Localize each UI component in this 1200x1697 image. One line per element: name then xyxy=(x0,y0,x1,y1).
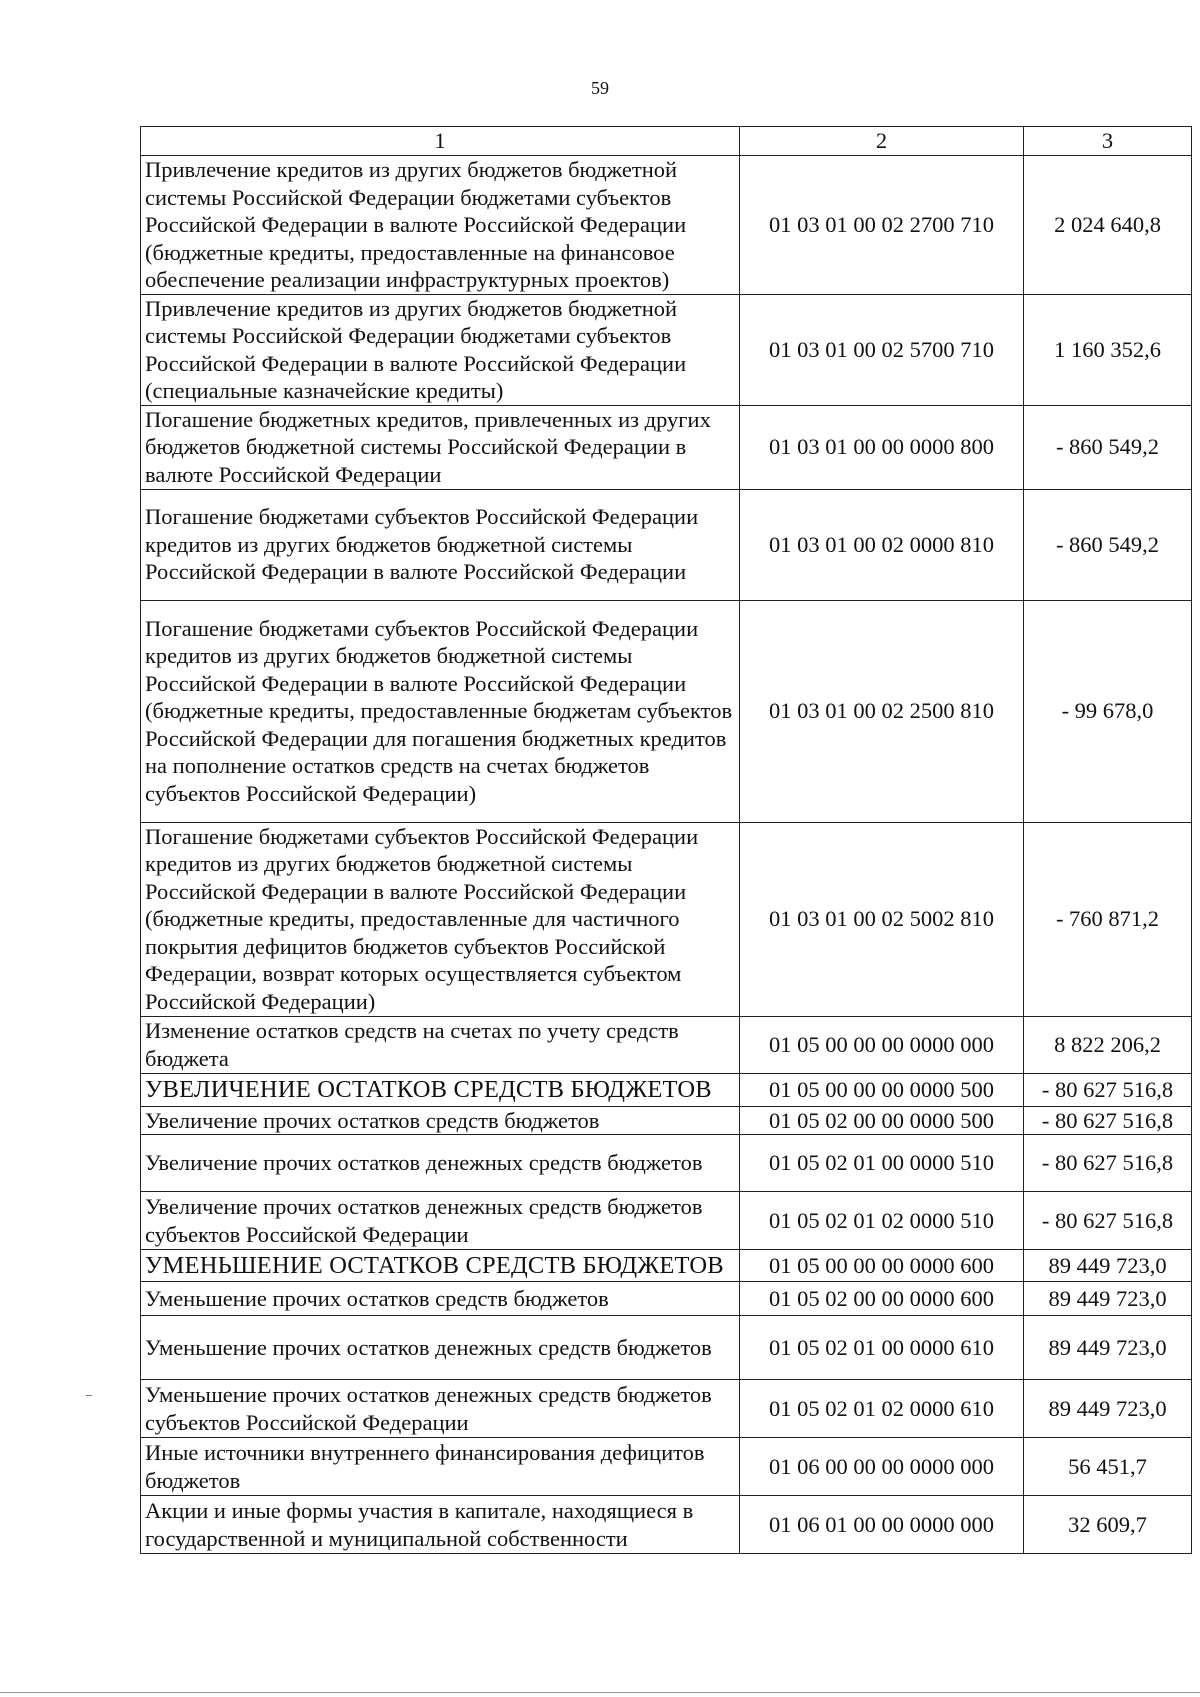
table-row xyxy=(141,156,1192,295)
column-header-1: 1 xyxy=(141,127,740,156)
row-code: 01 05 00 00 00 0000 600 xyxy=(740,1250,1024,1282)
row-code: 01 05 02 00 00 0000 500 xyxy=(740,1106,1024,1135)
table-row xyxy=(141,1135,1192,1192)
row-code: 01 05 02 01 02 0000 610 xyxy=(740,1380,1024,1438)
row-code: 01 06 01 00 00 0000 000 xyxy=(740,1496,1024,1554)
budget-sources-table xyxy=(140,126,1192,1554)
row-code: 01 03 01 00 00 0000 800 xyxy=(740,405,1024,489)
row-amount: 8 822 206,2 xyxy=(1024,1016,1192,1073)
row-name: Изменение остатков средств на счетах по учету средств бюджета xyxy=(141,1016,740,1073)
row-amount: 2 024 640,8 xyxy=(1024,156,1192,295)
table-row xyxy=(141,1380,1192,1438)
table-row xyxy=(141,1106,1192,1135)
table-row xyxy=(141,1016,1192,1073)
row-code: 01 03 01 00 02 2500 810 xyxy=(740,600,1024,822)
row-name: Увеличение прочих остатков средств бюджетов xyxy=(141,1106,740,1135)
row-name: Привлечение кредитов из других бюджетов бюджетной системы Российской Федерации бюджетами субъектов Российской Федерации в валюте Российской Федерации (специальные казначейские кредиты) xyxy=(141,294,740,405)
row-name: Привлечение кредитов из других бюджетов бюджетной системы Российской Федерации бюджетами субъектов Российской Федерации в валюте Российской Федерации (бюджетные кредиты, предоставленные на финансовое обеспечение реализации инфраструктурных проектов) xyxy=(141,156,740,295)
row-code: 01 03 01 00 02 5700 710 xyxy=(740,294,1024,405)
row-name: Уменьшение прочих остатков денежных средств бюджетов xyxy=(141,1316,740,1380)
row-amount: 56 451,7 xyxy=(1024,1438,1192,1496)
row-amount: - 99 678,0 xyxy=(1024,600,1192,822)
row-amount: - 80 627 516,8 xyxy=(1024,1073,1192,1106)
table-row xyxy=(141,1316,1192,1380)
row-amount: - 860 549,2 xyxy=(1024,489,1192,600)
row-amount: 1 160 352,6 xyxy=(1024,294,1192,405)
row-name: Погашение бюджетами субъектов Российской Федерации кредитов из других бюджетов бюджетной системы Российской Федерации в валюте Российской Федерации xyxy=(141,489,740,600)
table-row xyxy=(141,1496,1192,1554)
row-amount: - 80 627 516,8 xyxy=(1024,1135,1192,1192)
table-row xyxy=(141,405,1192,489)
table-row xyxy=(141,1438,1192,1496)
table-header-row xyxy=(141,127,1192,156)
row-amount: - 80 627 516,8 xyxy=(1024,1192,1192,1250)
row-amount: 89 449 723,0 xyxy=(1024,1316,1192,1380)
row-code: 01 06 00 00 00 0000 000 xyxy=(740,1438,1024,1496)
row-amount: - 80 627 516,8 xyxy=(1024,1106,1192,1135)
row-name: Акции и иные формы участия в капитале, находящиеся в государственной и муниципальной собственности xyxy=(141,1496,740,1554)
row-name: Погашение бюджетных кредитов, привлеченных из других бюджетов бюджетной системы Российской Федерации в валюте Российской Федерации xyxy=(141,405,740,489)
row-amount: 32 609,7 xyxy=(1024,1496,1192,1554)
table-row xyxy=(141,294,1192,405)
row-amount: - 760 871,2 xyxy=(1024,822,1192,1016)
column-header-2: 2 xyxy=(740,127,1024,156)
row-code: 01 05 02 01 00 0000 610 xyxy=(740,1316,1024,1380)
page-number: 59 xyxy=(591,78,609,98)
table-row xyxy=(141,489,1192,600)
row-code: 01 05 00 00 00 0000 500 xyxy=(740,1073,1024,1106)
table-row xyxy=(141,600,1192,822)
row-name: УВЕЛИЧЕНИЕ ОСТАТКОВ СРЕДСТВ БЮДЖЕТОВ xyxy=(141,1073,740,1106)
row-amount: 89 449 723,0 xyxy=(1024,1380,1192,1438)
row-code: 01 03 01 00 02 0000 810 xyxy=(740,489,1024,600)
table-row xyxy=(141,1192,1192,1250)
scan-mark xyxy=(86,1395,92,1396)
row-name: Уменьшение прочих остатков денежных средств бюджетов субъектов Российской Федерации xyxy=(141,1380,740,1438)
row-amount: 89 449 723,0 xyxy=(1024,1250,1192,1282)
row-code: 01 03 01 00 02 5002 810 xyxy=(740,822,1024,1016)
table-row xyxy=(141,822,1192,1016)
page-bottom-rule xyxy=(0,1692,1200,1693)
row-name: Увеличение прочих остатков денежных средств бюджетов xyxy=(141,1135,740,1192)
row-name: Погашение бюджетами субъектов Российской Федерации кредитов из других бюджетов бюджетной системы Российской Федерации в валюте Российской Федерации (бюджетные кредиты, предоставленные бюджетам субъектов Российской Федерации для погашения бюджетных кредитов на пополнение остатков средств на счетах бюджетов субъектов Российской Федерации) xyxy=(141,600,740,822)
row-code: 01 05 00 00 00 0000 000 xyxy=(740,1016,1024,1073)
row-name: Увеличение прочих остатков денежных средств бюджетов субъектов Российской Федерации xyxy=(141,1192,740,1250)
table-row xyxy=(141,1073,1192,1106)
column-header-3: 3 xyxy=(1024,127,1192,156)
table-row xyxy=(141,1282,1192,1316)
row-code: 01 05 02 01 02 0000 510 xyxy=(740,1192,1024,1250)
row-name: Иные источники внутреннего финансирования дефицитов бюджетов xyxy=(141,1438,740,1496)
row-name: Погашение бюджетами субъектов Российской Федерации кредитов из других бюджетов бюджетной системы Российской Федерации в валюте Российской Федерации (бюджетные кредиты, предоставленные для частичного покрытия дефицитов бюджетов субъектов Российской Федерации, возврат которых осуществляется субъектом Российской Федерации) xyxy=(141,822,740,1016)
row-name: Уменьшение прочих остатков средств бюджетов xyxy=(141,1282,740,1316)
row-code: 01 05 02 01 00 0000 510 xyxy=(740,1135,1024,1192)
row-name: УМЕНЬШЕНИЕ ОСТАТКОВ СРЕДСТВ БЮДЖЕТОВ xyxy=(141,1250,740,1282)
table-row xyxy=(141,1250,1192,1282)
row-amount: 89 449 723,0 xyxy=(1024,1282,1192,1316)
row-code: 01 03 01 00 02 2700 710 xyxy=(740,156,1024,295)
row-code: 01 05 02 00 00 0000 600 xyxy=(740,1282,1024,1316)
row-amount: - 860 549,2 xyxy=(1024,405,1192,489)
